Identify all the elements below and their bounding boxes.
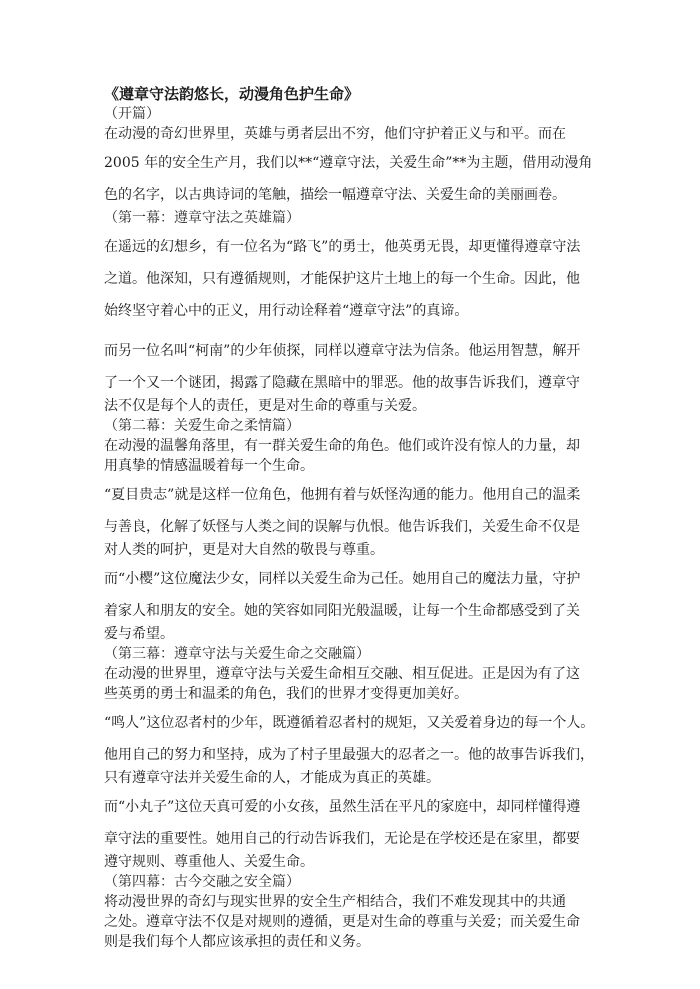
section-heading-act-3: （第三幕：遵章守法与关爱生命之交融篇）	[104, 646, 370, 662]
text-line: 始终坚守着心中的正义，用行动诠释着“遵章守法”的真谛。	[104, 303, 469, 319]
text-line: 与善良，化解了妖怪与人类之间的误解与仇恨。他告诉我们，关爱生命不仅是	[104, 519, 580, 535]
text-line: “鸣人”这位忍者村的少年，既遵循着忍者村的规矩，又关爱着身边的每一个人。	[104, 715, 595, 731]
text-line: 着家人和朋友的安全。她的笑容如同阳光般温暖，让每一个生命都感受到了关	[104, 603, 580, 619]
paragraph	[104, 892, 600, 952]
text-line: 只有遵章守法并关爱生命的人，才能成为真正的英雄。	[104, 770, 440, 786]
section-heading-act-2: （第二幕：关爱生命之柔情篇）	[104, 418, 300, 434]
text-line: 在遥远的幻想乡，有一位名为“路飞”的勇士，他英勇无畏，却更懂得遵章守法	[104, 239, 581, 255]
section-heading-act-1: （第一幕：遵章守法之英雄篇）	[104, 210, 300, 226]
text-line: 在动漫的世界里，遵章守法与关爱生命相互交融、相互促进。正是因为有了这	[104, 666, 580, 682]
text-line: 章守法的重要性。她用自己的行动告诉我们，无论是在学校还是在家里，都要	[104, 831, 580, 847]
paragraph	[104, 710, 600, 788]
paragraph	[104, 794, 600, 872]
text-line: 在动漫的温馨角落里，有一群关爱生命的角色。他们或许没有惊人的力量，却	[104, 438, 580, 454]
text-line: 2005 年的安全生产月，我们以**“遵章守法，关爱生命”**为主题，借用动漫角	[104, 155, 593, 171]
text-line: 爱与希望。	[104, 626, 174, 642]
text-line: 用真挚的情感温暖着每一个生命。	[104, 458, 314, 474]
text-line: 而“小樱”这位魔法少女，同样以关爱生命为己任。她用自己的魔法力量，守护	[104, 571, 581, 587]
text-line: 而另一位名叫“柯南”的少年侦探，同样以遵章守法为信条。他运用智慧，解开	[104, 343, 581, 359]
paragraph	[104, 566, 600, 644]
text-line: 法不仅是每个人的责任，更是对生命的尊重与关爱。	[104, 398, 426, 414]
paragraph	[104, 436, 600, 476]
paragraph	[104, 124, 600, 208]
paragraph	[104, 234, 600, 324]
text-line: 他用自己的努力和坚持，成为了村子里最强大的忍者之一。他的故事告诉我们，	[104, 747, 594, 763]
document-title: 《遵章守法韵悠长，动漫角色护生命》	[104, 85, 360, 103]
text-line: 遵守规则、尊重他人、关爱生命。	[104, 854, 314, 870]
text-line: 而“小丸子”这位天真可爱的小女孩，虽然生活在平凡的家庭中，却同样懂得遵	[104, 799, 581, 815]
text-line: 色的名字，以古典诗词的笔触，描绘一幅遵章守法、关爱生命的美丽画卷。	[104, 187, 566, 203]
paragraph	[104, 664, 600, 704]
text-line: 之道。他深知，只有遵循规则，才能保护这片土地上的每一个生命。因此，他	[104, 271, 580, 287]
paragraph	[104, 482, 600, 560]
text-line: “夏目贵志”就是这样一位角色，他拥有着与妖怪沟通的能力。他用自己的温柔	[104, 487, 581, 503]
text-line: 对人类的呵护，更是对大自然的敬畏与尊重。	[104, 542, 384, 558]
text-line: 则是我们每个人都应该承担的责任和义务。	[104, 934, 370, 950]
section-heading-act-4: （第四幕：古今交融之安全篇）	[104, 874, 300, 890]
paragraph	[104, 338, 600, 416]
text-line: 之处。遵章守法不仅是对规则的遵循，更是对生命的尊重与关爱；而关爱生命	[104, 914, 580, 930]
text-line: 在动漫的奇幻世界里，英雄与勇者层出不穷，他们守护着正义与和平。而在	[104, 126, 566, 142]
document-body	[104, 84, 600, 952]
section-heading-opening: （开篇）	[104, 106, 160, 122]
text-line: 了一个又一个谜团，揭露了隐藏在黑暗中的罪恶。他的故事告诉我们，遵章守	[104, 375, 580, 391]
text-line: 些英勇的勇士和温柔的角色，我们的世界才变得更加美好。	[104, 686, 468, 702]
text-line: 将动漫世界的奇幻与现实世界的安全生产相结合，我们不难发现其中的共通	[104, 894, 566, 910]
